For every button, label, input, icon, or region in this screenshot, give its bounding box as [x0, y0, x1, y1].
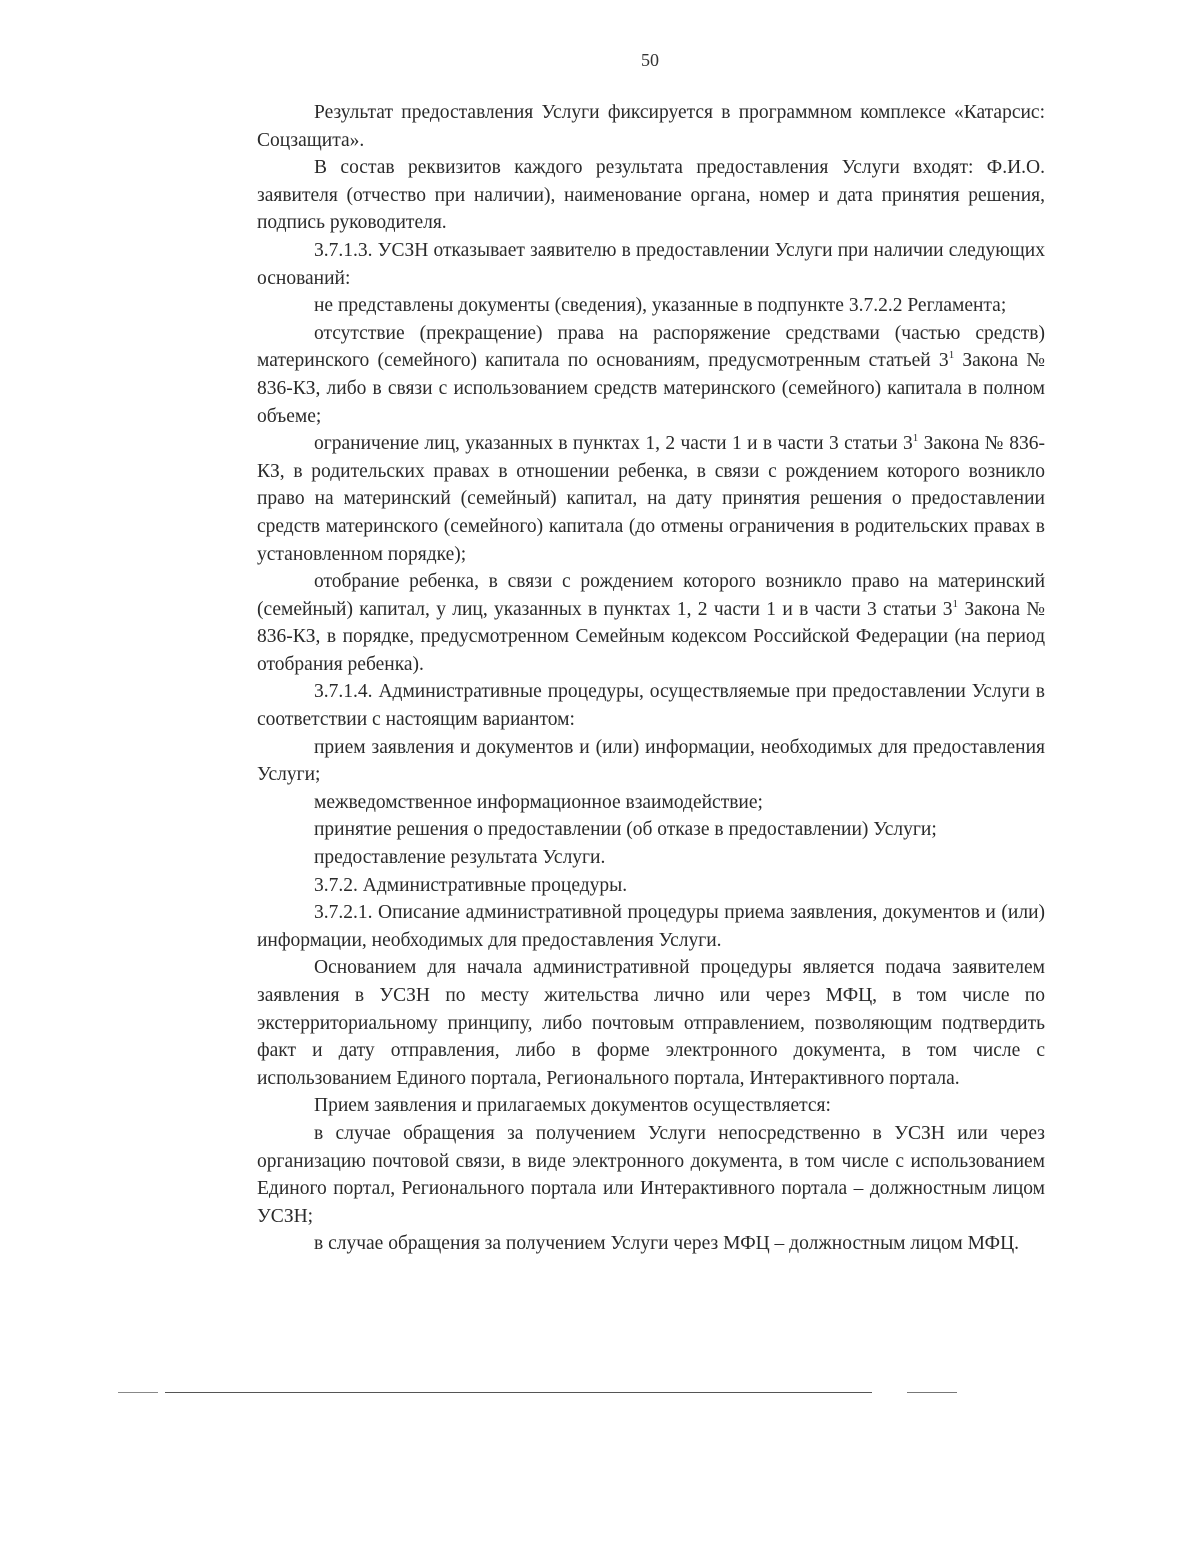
document-body [257, 99, 1045, 1258]
paragraph-result-requisites: В состав реквизитов каждого результата предоставления Услуги входят: Ф.И.О. заявителя (отчество при наличии), наименование органа, номер и дата принятия решения, подпись руководителя. [257, 157, 1045, 234]
paragraph-basis-for-start: Основанием для начала административной процедуры является подача заявителем заявления в УСЗН по месту жительства лично или через МФЦ, в том числе по экстерриториальному принципу, либо почтовым отправлением, позволяющим подтвердить факт и дату отправления, либо в форме электронного документа, в том числе с использованием Единого портала, Регионального портала, Интерактивного портала. [257, 957, 1045, 1089]
footer-rule-right [907, 1392, 957, 1393]
paragraph-refusal-removal: отобрание ребенка, в связи с рождением которого возникло право на материнский (семейный) капитал, у лиц, указанных в пунктах 1, 2 части 1 и в части 3 статьи $3^1$ Закона № 836-КЗ, в порядке, предусмотренном Семейным кодексом Российской Федерации (на период отобрания ребенка). [257, 571, 1045, 675]
paragraph-refusal-absence-of-right: отсутствие (прекращение) права на распоряжение средствами (частью средств) материнского (семейного) капитала по основаниям, предусмотренным статьей $3^1$ Закона № 836-КЗ, либо в связи с использованием средств материнского (семейного) капитала в полном объеме; [257, 322, 1045, 427]
paragraph-procedure-result: предоставление результата Услуги. [314, 847, 606, 869]
page-number: 50 [641, 50, 659, 70]
paragraph-result-fixation: Результат предоставления Услуги фиксируется в программном комплексе «Катарсис: Соцзащита». [257, 102, 1045, 151]
paragraph-reception-mfc: в случае обращения за получением Услуги через МФЦ – должностным лицом МФЦ. [314, 1233, 1020, 1255]
paragraph-section-3-7-2-1: 3.7.2.1. Описание административной процедуры приема заявления, документов и (или) информации, необходимых для предоставления Услуги. [257, 902, 1045, 951]
paragraph-refusal-restriction: ограничение лиц, указанных в пунктах 1, 2 части 1 и в части 3 статьи $3^1$ Закона № 836-КЗ, в родительских правах в отношении ребенка, в связи с рождением которого возникло право на материнский (семейный) капитал, на дату принятия решения о предоставлении средств материнского (семейного) капитала (до отмены ограничения в родительских правах в установленном порядке); [257, 432, 1045, 565]
paragraph-admin-procedures: 3.7.1.4. Административные процедуры, осуществляемые при предоставлении Услуги в соответствии с настоящим вариантом: [257, 681, 1045, 731]
superscript-one: 1 [948, 349, 955, 362]
paragraph-refusal-grounds: 3.7.1.3. УСЗН отказывает заявителю в предоставлении Услуги при наличии следующих оснований: [257, 239, 1045, 289]
paragraph-procedure-decision: принятие решения о предоставлении (об отказе в предоставлении) Услуги; [314, 819, 937, 841]
superscript-one: 1 [952, 597, 959, 610]
footer-rule-main [165, 1392, 872, 1393]
paragraph-reception-by: Прием заявления и прилагаемых документов осуществляется: [314, 1095, 831, 1117]
superscript-one: 1 [912, 432, 919, 445]
paragraph-procedure-interaction: межведомственное информационное взаимодействие; [314, 791, 763, 813]
footer-rule-left [118, 1392, 158, 1393]
paragraph-refusal-documents: не представлены документы (сведения), указанные в подпункте 3.7.2.2 Регламента; [314, 295, 1007, 317]
paragraph-section-3-7-2: 3.7.2. Административные процедуры. [314, 874, 628, 896]
paragraph-reception-uszn: в случае обращения за получением Услуги непосредственно в УСЗН или через организацию почтовой связи, в виде электронного документа, в том числе с использованием Единого портал, Регионального портала или Интерактивного портала – должностным лицом УСЗН; [257, 1122, 1045, 1227]
paragraph-procedure-reception: прием заявления и документов и (или) информации, необходимых для предоставления Услуги; [257, 736, 1045, 786]
